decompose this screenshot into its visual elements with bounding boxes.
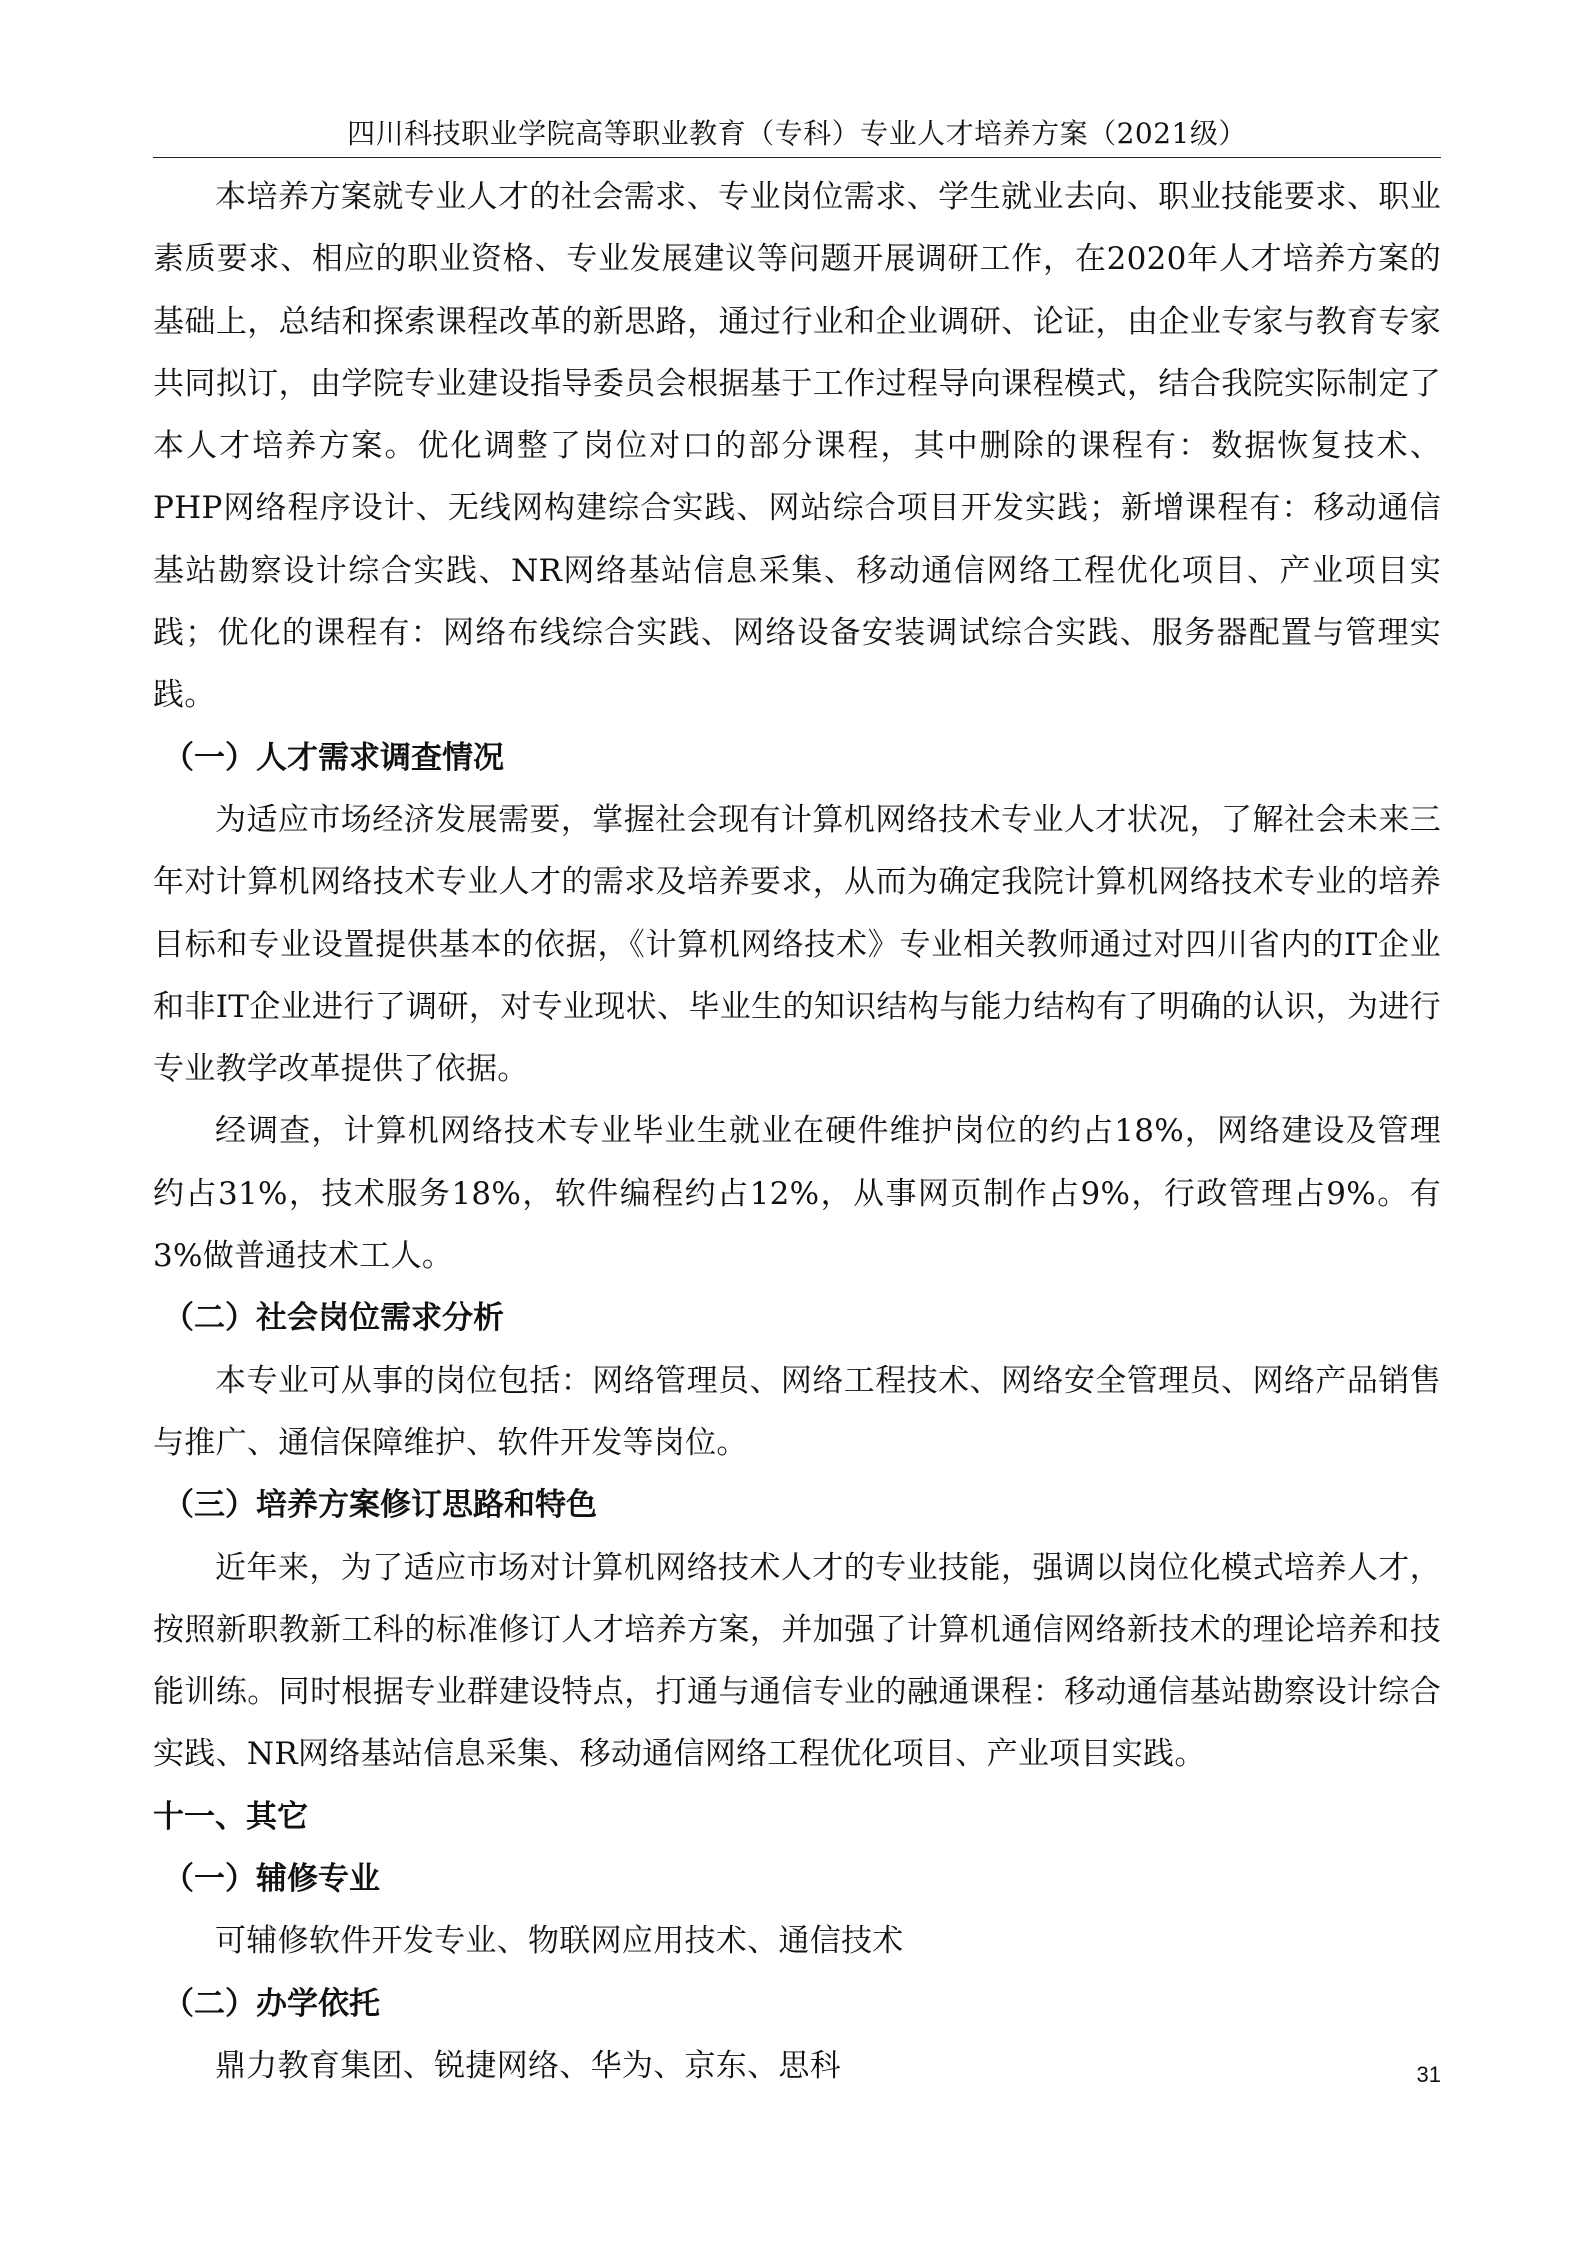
jobs-paragraph: 本专业可从事的岗位包括：网络管理员、网络工程技术、网络安全管理员、网络产品销售与推广、通信保障维护、软件开发等岗位。 — [153, 1362, 1441, 1461]
partners-paragraph: 鼎力教育集团、锐捷网络、华为、京东、思科 — [215, 2047, 841, 2084]
survey-paragraph-2: 经调查，计算机网络技术专业毕业生就业在硬件维护岗位的约占18%，网络建设及管理约占31%，技术服务18%，软件编程约占12%，从事网页制作占9%，行政管理占9%。有3%做普通技术工人。 — [153, 1113, 1441, 1275]
partners-heading: （二）办学依托 — [163, 1985, 380, 2022]
header-divider — [153, 157, 1441, 158]
revision-paragraph: 近年来，为了适应市场对计算机网络技术人才的专业技能，强调以岗位化模式培养人才，按照新职教新工科的标准修订人才培养方案，并加强了计算机通信网络新技术的理论培养和技能训练。同时根据专业群建设特点，打通与通信专业的融通课程：移动通信基站勘察设计综合实践、NR网络基站信息采集、移动通信网络工程优化项目、产业项目实践。 — [153, 1549, 1441, 1773]
page-number: 31 — [1416, 2062, 1441, 2087]
survey-paragraph-1: 为适应市场经济发展需要，掌握社会现有计算机网络技术专业人才状况，了解社会未来三年对计算机网络技术专业人才的需求及培养要求，从而为确定我院计算机网络技术专业的培养目标和专业设置提供基本的依据，《计算机网络技术》专业相关教师通过对四川省内的IT企业和非IT企业进行了调研，对专业现状、毕业生的知识结构与能力结构有了明确的认识，为进行专业教学改革提供了依据。 — [153, 801, 1441, 1088]
revision-heading: （三）培养方案修订思路和特色 — [163, 1487, 597, 1524]
intro-paragraph: 本培养方案就专业人才的社会需求、专业岗位需求、学生就业去向、职业技能要求、职业素质要求、相应的职业资格、专业发展建议等问题开展调研工作，在2020年人才培养方案的基础上，总结和探索课程改革的新思路，通过行业和企业调研、论证，由企业专家与教育专家共同拟订，由学院专业建设指导委员会根据基于工作过程导向课程模式，结合我院实际制定了本人才培养方案。优化调整了岗位对口的部分课程，其中删除的课程有：数据恢复技术、PHP网络程序设计、无线网构建综合实践、网站综合项目开发实践；新增课程有：移动通信基站勘察设计综合实践、NR网络基站信息采集、移动通信网络工程优化项目、产业项目实践；优化的课程有：网络布线综合实践、网络设备安装调试综合实践、服务器配置与管理实践。 — [153, 179, 1441, 714]
minor-heading: （一）辅修专业 — [163, 1861, 380, 1898]
other-section-heading: 十一、其它 — [153, 1798, 308, 1835]
survey-heading: （一）人才需求调查情况 — [163, 739, 504, 776]
jobs-heading: （二）社会岗位需求分析 — [163, 1300, 504, 1337]
page-header-title: 四川科技职业学院高等职业教育（专科）专业人才培养方案（2021级） — [347, 117, 1247, 150]
minor-paragraph: 可辅修软件开发专业、物联网应用技术、通信技术 — [215, 1923, 904, 1960]
document-body — [153, 166, 1441, 2097]
